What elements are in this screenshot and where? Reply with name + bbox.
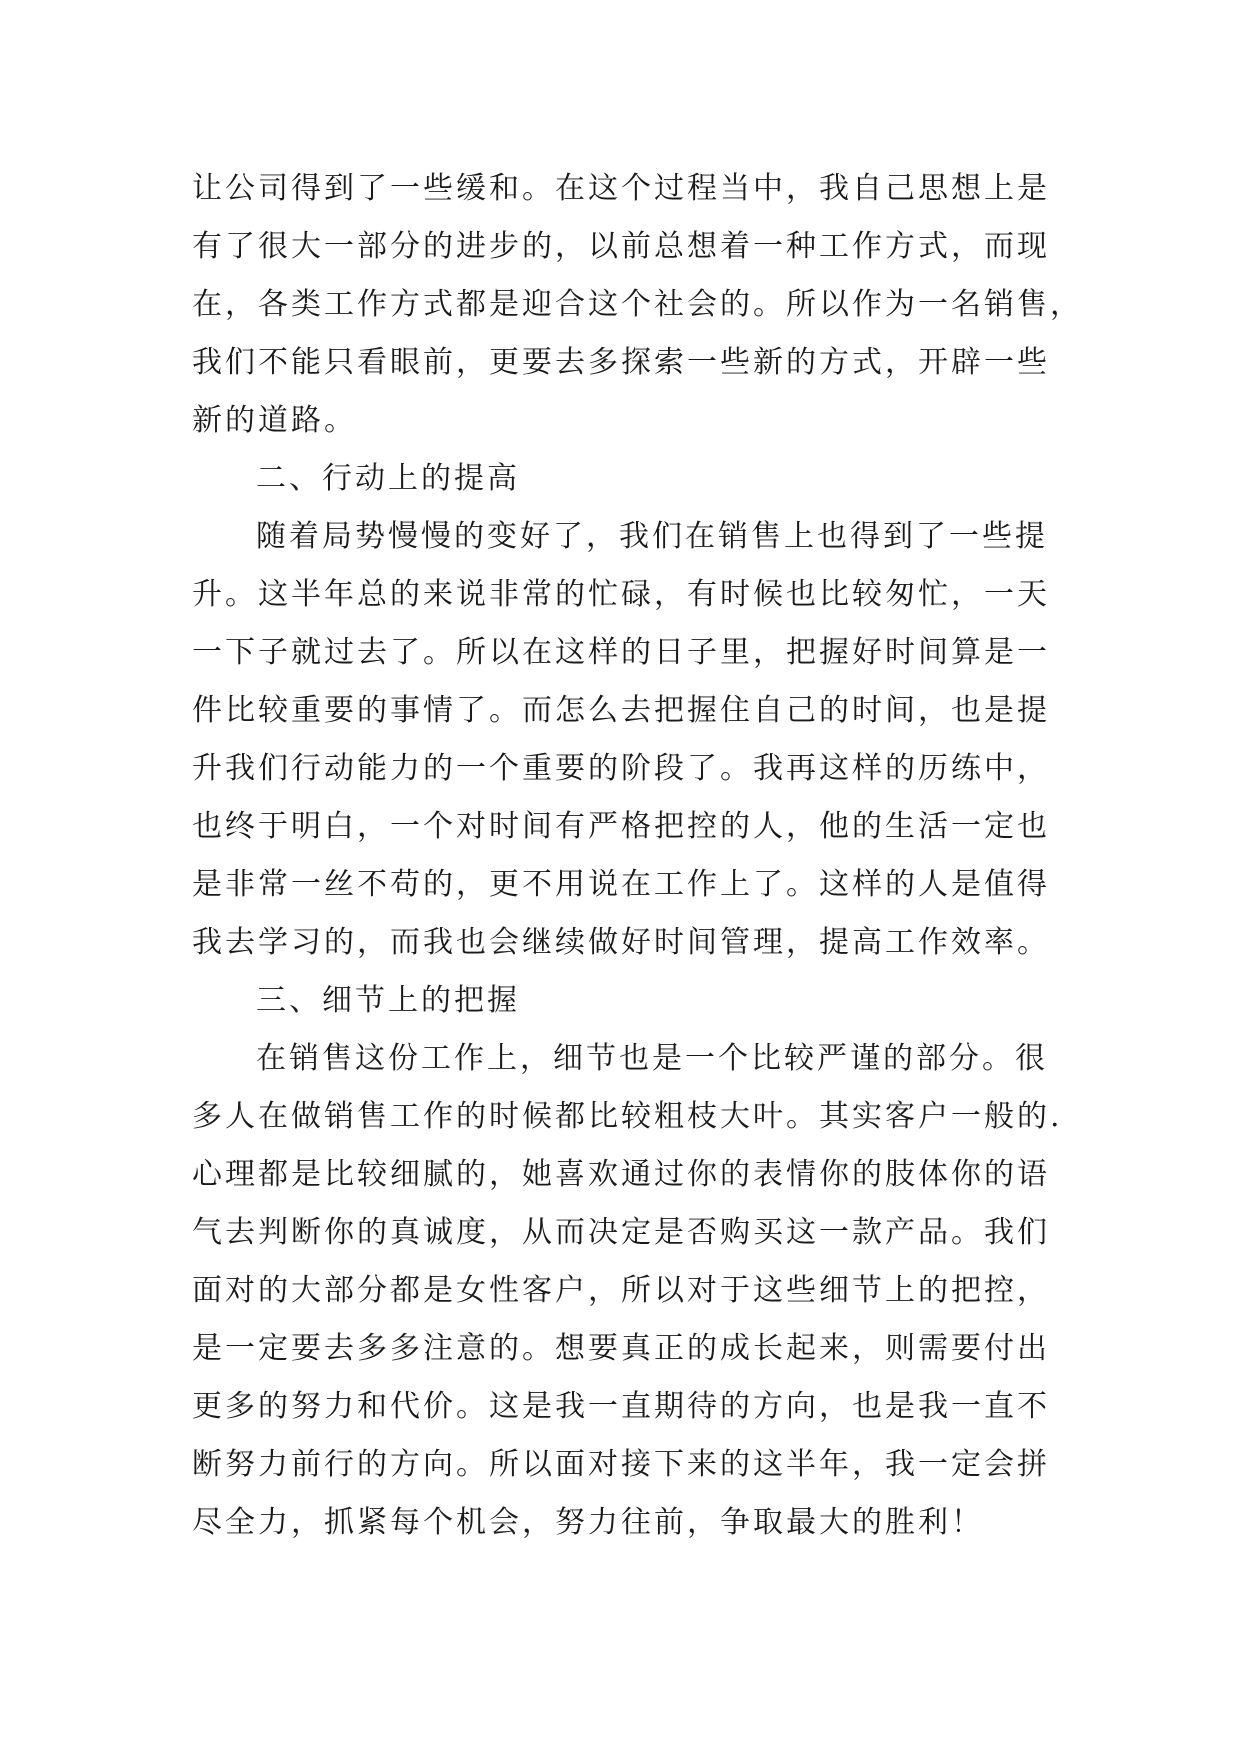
- paragraph-line: 一下子就过去了。所以在这样的日子里，把握好时间算是一: [192, 635, 1050, 670]
- paragraph-line: 有了很大一部分的进步的，以前总想着一种工作方式，而现: [192, 229, 1050, 264]
- section-heading-3: 三、细节上的把握: [256, 983, 520, 1018]
- paragraph-line: 我们不能只看眼前，更要去多探索一些新的方式，开辟一些: [192, 345, 1050, 380]
- paragraph-line: 尽全力，抓紧每个机会，努力往前，争取最大的胜利！: [192, 1505, 984, 1540]
- paragraph-line: 我去学习的，而我也会继续做好时间管理，提高工作效率。: [192, 925, 1050, 960]
- paragraph-line: 升。这半年总的来说非常的忙碌，有时候也比较匆忙，一天: [192, 577, 1050, 612]
- paragraph-line: 随着局势慢慢的变好了，我们在销售上也得到了一些提: [256, 519, 1048, 554]
- paragraph-line: 在，各类工作方式都是迎合这个社会的。所以作为一名销售，: [192, 287, 1083, 322]
- paragraph-line: 心理都是比较细腻的，她喜欢通过你的表情你的肢体你的语: [192, 1157, 1050, 1192]
- document-body: [192, 160, 1083, 1552]
- paragraph-line: 是非常一丝不苟的，更不用说在工作上了。这样的人是值得: [192, 867, 1050, 902]
- paragraph-line: 面对的大部分都是女性客户，所以对于这些细节上的把控，: [192, 1273, 1050, 1308]
- paragraph-line: 是一定要去多多注意的。想要真正的成长起来，则需要付出: [192, 1331, 1050, 1366]
- paragraph-line: 也终于明白，一个对时间有严格把控的人，他的生活一定也: [192, 809, 1050, 844]
- paragraph-line: 让公司得到了一些缓和。在这个过程当中，我自己思想上是: [192, 171, 1050, 206]
- paragraph-line: 升我们行动能力的一个重要的阶段了。我再这样的历练中，: [192, 751, 1050, 786]
- paragraph-line: 件比较重要的事情了。而怎么去把握住自己的时间，也是提: [192, 693, 1050, 728]
- paragraph-line: 气去判断你的真诚度，从而决定是否购买这一款产品。我们: [192, 1215, 1050, 1250]
- paragraph-line: 在销售这份工作上，细节也是一个比较严谨的部分。很: [256, 1041, 1048, 1076]
- section-heading-2: 二、行动上的提高: [256, 461, 520, 496]
- paragraph-line: 断努力前行的方向。所以面对接下来的这半年，我一定会拼: [192, 1447, 1050, 1482]
- paragraph-line: 更多的努力和代价。这是我一直期待的方向，也是我一直不: [192, 1389, 1050, 1424]
- paragraph-line: 多人在做销售工作的时候都比较粗枝大叶。其实客户一般的.: [192, 1099, 1063, 1134]
- paragraph-line: 新的道路。: [192, 403, 357, 438]
